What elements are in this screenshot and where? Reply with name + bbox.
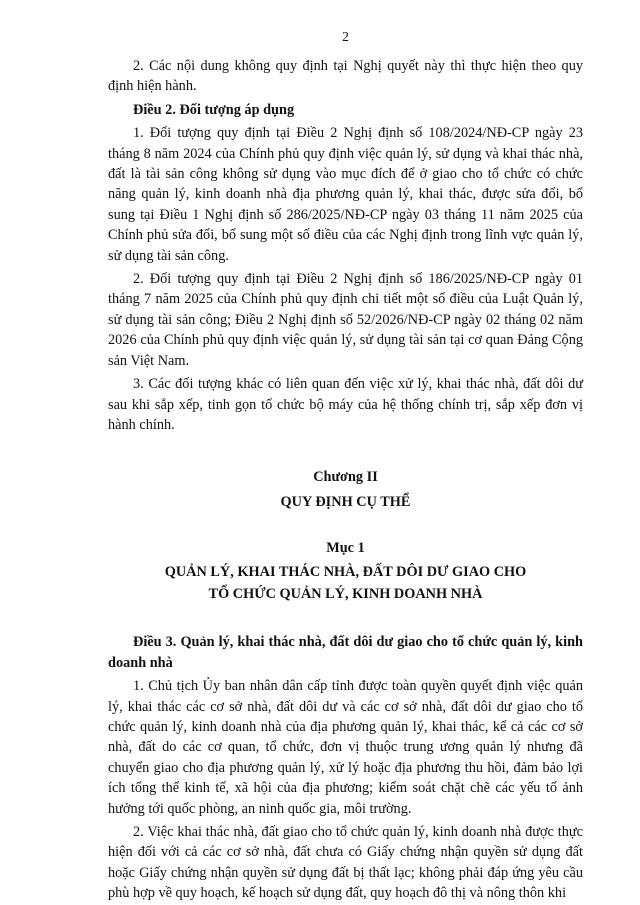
chapter-number: Chương II <box>313 469 378 486</box>
paragraph-article-2-clause-3: 3. Các đối tượng khác có liên quan đến việc xử lý, khai thác nhà, đất dôi dư sau khi sắp xếp, tinh gọn tổ chức bộ máy của hệ thống chính trị, sắp xếp đơn vị hành chính. <box>108 376 583 433</box>
article-2-heading: Điều 2. Đối tượng áp dụng <box>133 101 295 118</box>
section-title-line-2: TỔ CHỨC QUẢN LÝ, KINH DOANH NHÀ <box>208 585 483 602</box>
page-number: 2 <box>342 29 349 44</box>
paragraph-article-3-clause-1: 1. Chủ tịch Ủy ban nhân dân cấp tỉnh được toàn quyền quyết định việc quản lý, khai thác các cơ sở nhà, đất dôi dư và các cơ sở nhà, đất dôi dư giao cho tổ chức quản lý, kinh doanh nhà của địa phương quản lý, khai thác, kể cả các cơ sở nhà, đất do các cơ quan, tổ chức, đơn vị thuộc trung ương quản lý nhưng đã chuyển giao cho địa phương quản lý, xử lý hoặc địa phương thu hồi, đảm bảo lợi ích tổng thể kinh tế, xã hội của địa phương; kiểm soát chặt chẽ các yếu tố ảnh hưởng tới quốc phòng, an ninh quốc gia, môi trường. <box>108 678 583 817</box>
paragraph-article-3-clause-2: 2. Việc khai thác nhà, đất giao cho tổ chức quản lý, kinh doanh nhà được thực hiện đối với cả các cơ sở nhà, đất chưa có Giấy chứng nhận quyền sử dụng đất hoặc Giấy chứng nhận quyền sử dụng đất bị thất lạc; không phải đáp ứng yêu cầu phù hợp về quy hoạch, kế hoạch sử dụng đất, quy hoạch đô thị và nông thôn khi <box>108 824 583 902</box>
paragraph-article-2-clause-1: 1. Đối tượng quy định tại Điều 2 Nghị định số 108/2024/NĐ-CP ngày 23 tháng 8 năm 2024 của Chính phủ quy định việc quản lý, sử dụng và khai thác nhà, đất là tài sản công không sử dụng vào mục đích để ở giao cho tổ chức có chức năng quản lý, kinh doanh nhà địa phương quản lý, khai thác, được sửa đổi, bổ sung tại Điều 1 Nghị định số 286/2025/NĐ-CP ngày 03 tháng 11 năm 2025 của Chính phủ sửa đổi, bổ sung một số điều của các Nghị định trong lĩnh vực quản lý, sử dụng tài sản công. <box>108 125 583 264</box>
paragraph-article-2-clause-2: 2. Đối tượng quy định tại Điều 2 Nghị định số 186/2025/NĐ-CP ngày 01 tháng 7 năm 2025 của Chính phủ quy định chi tiết một số điều của Luật Quản lý, sử dụng tài sản công; Điều 2 Nghị định số 52/2026/NĐ-CP ngày 02 tháng 02 năm 2026 của Chính phủ quy định việc quản lý, sử dụng tài sản tại cơ quan Đảng Cộng sản Việt Nam. <box>108 271 583 369</box>
article-3-heading: Điều 3. Quản lý, khai thác nhà, đất dôi dư giao cho tổ chức quản lý, kinh doanh nhà <box>108 634 583 671</box>
chapter-title: QUY ĐỊNH CỤ THỂ <box>280 493 411 510</box>
section-number: Mục 1 <box>326 540 365 557</box>
paragraph-clause-2-scope: 2. Các nội dung không quy định tại Nghị quyết này thì thực hiện theo quy định hiện hành. <box>108 58 583 95</box>
section-title-line-1: QUẢN LÝ, KHAI THÁC NHÀ, ĐẤT DÔI DƯ GIAO CHO <box>164 563 527 580</box>
